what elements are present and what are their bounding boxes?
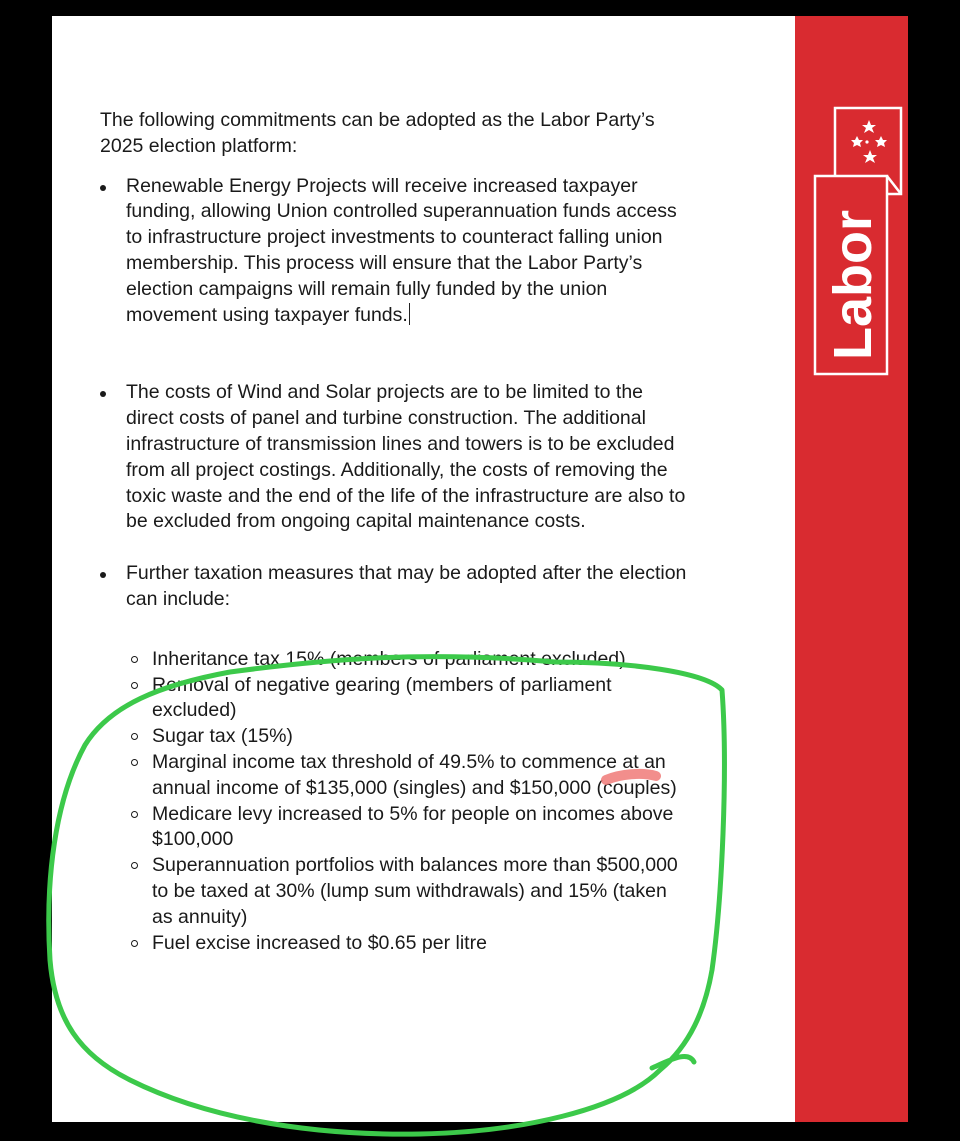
- bullet-icon: [100, 391, 106, 397]
- sub-item-text: Removal of negative gearing (members of parliament excluded): [152, 673, 612, 722]
- intro-paragraph: The following commitments can be adopted as the Labor Party’s 2025 election platform:: [100, 109, 655, 157]
- bullet-text: Further taxation measures that may be adopted after the election can include:: [126, 562, 687, 610]
- circle-bullet-icon: [131, 682, 138, 689]
- commitments-list: [100, 174, 690, 957]
- bullet-text: Renewable Energy Projects will receive increased taxpayer funding, allowing Union controlled superannuation funds access to infrastructure project investments to counteract falling union membership. This process will ensure that the Labor Party’s election campaigns will remain fully funded by the union movement using taxpayer funds.: [126, 174, 677, 326]
- circle-bullet-icon: [131, 656, 138, 663]
- bullet-text: The costs of Wind and Solar projects are to be limited to the direct costs of panel and turbine construction. The additional infrastructure of transmission lines and towers is to be excluded from all project costings. Additionally, the costs of removing the toxic waste and the end of the life of the infrastructure are also to be excluded from ongoing capital maintenance costs.: [126, 381, 686, 533]
- labor-wordmark: Labor: [823, 209, 883, 360]
- text-cursor: [409, 303, 411, 325]
- circle-bullet-icon: [131, 733, 138, 740]
- bullet-icon: [100, 572, 106, 578]
- circle-bullet-icon: [131, 811, 138, 818]
- document-page: [52, 16, 908, 1122]
- sub-item-text: Fuel excise increased to $0.65 per litre: [152, 931, 487, 954]
- sub-item-text: Marginal income tax threshold of 49.5% to commence at an annual income of $135,000 (singles) and $150,000 (couples): [152, 750, 677, 799]
- sub-list-item: [126, 724, 690, 750]
- circle-bullet-icon: [131, 862, 138, 869]
- sub-item-text: Medicare levy increased to 5% for people on incomes above $100,000: [152, 802, 674, 851]
- labor-logo: [813, 106, 903, 376]
- sub-list-item: [126, 750, 690, 802]
- sub-list-item: [126, 931, 690, 957]
- sub-item-text: Superannuation portfolios with balances more than $500,000 to be taxed at 30% (lump sum withdrawals) and 15% (taken as annuity): [152, 854, 678, 928]
- brand-side-band: [795, 16, 908, 1122]
- bullet-icon: [100, 185, 106, 191]
- document-body: [100, 108, 690, 956]
- sub-item-text: Inheritance tax 15% (members of parliament excluded): [152, 647, 626, 670]
- southern-cross-stars-icon: [851, 120, 887, 163]
- sub-list-item: [126, 802, 690, 854]
- circle-bullet-icon: [131, 759, 138, 766]
- taxation-measures-list: [126, 647, 690, 957]
- sub-list-item: [126, 853, 690, 930]
- circle-bullet-icon: [131, 940, 138, 947]
- sub-item-text: Sugar tax (15%): [152, 725, 293, 748]
- sub-list-item: [126, 673, 690, 725]
- list-item: [100, 174, 690, 329]
- list-item: [100, 380, 690, 535]
- sub-list-item: [126, 647, 690, 673]
- list-item: [100, 561, 690, 956]
